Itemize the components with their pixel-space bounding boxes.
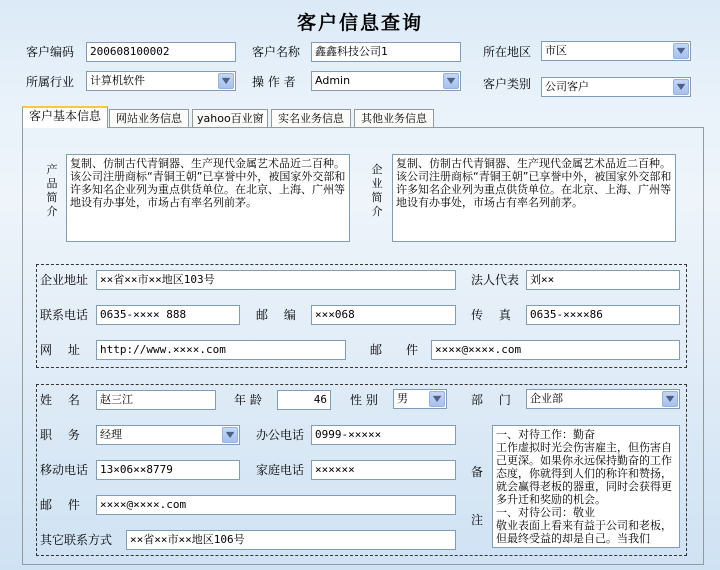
other-contact-label: 其它联系方式: [40, 533, 113, 547]
company-intro-textarea[interactable]: 复制、仿制古代青铜器、生产现代金属艺术品近二百种。该公司注册商标“青铜王朝”已享誉中外，被国家外交部和许多知名企业列为重点供货单位。在北京、上海、广州等地设有办事处，市场占有率名列前茅。: [392, 154, 676, 242]
remark-textarea[interactable]: 一、对待工作：勤奋 工作虚拟时光会伤害雇主，但伤害自己更深。如果你永远保持勤奋的工作态度，你就得到人们的称许和赞扬，就会赢得老板的器重，同时会获得更多升迁和奖励的机会。 一、对待公司：敬业 敬业表面上看来有益于公司和老板，但最终受益的却是自己。当我们: [492, 425, 680, 548]
customer-name-field[interactable]: 鑫鑫科技公司1: [311, 42, 461, 62]
region-value: 市区: [545, 42, 619, 61]
tab-website-business[interactable]: 网站业务信息: [109, 109, 189, 127]
legal-rep-label: 法人代表: [471, 273, 520, 287]
customer-code-label: 客户编码: [26, 45, 75, 59]
page-title: 客户信息查询: [296, 12, 423, 34]
home-phone-field[interactable]: ××××××: [311, 460, 456, 480]
gender-label: 性 别: [350, 393, 378, 407]
mobile-field[interactable]: 13×06××8779: [96, 460, 240, 480]
fax-label: 传 真: [471, 308, 511, 322]
company-intro-label: 企业简介: [371, 163, 383, 218]
product-intro-textarea[interactable]: 复制、仿制古代青铜器、生产现代金属艺术品近二百种。该公司注册商标“青铜王朝”已享誉中外，被国家外交部和许多知名企业列为重点供货单位。在北京、上海、广州等地设有办事处，市场占有率名列前茅。: [66, 154, 350, 242]
operator-label: 操 作 者: [252, 75, 296, 89]
legal-rep-field[interactable]: 刘××: [526, 270, 680, 290]
gender-select[interactable]: [393, 389, 447, 409]
customer-type-select[interactable]: [541, 77, 691, 97]
chevron-down-icon[interactable]: ▼: [443, 73, 459, 89]
office-phone-field[interactable]: 0999-×××××: [311, 425, 456, 445]
region-label: 所在地区: [483, 45, 532, 59]
age-label: 年 龄: [234, 393, 262, 407]
phone-field[interactable]: 0635-×××× 888: [96, 305, 240, 325]
product-intro-label: 产品简介: [46, 163, 58, 218]
website-label: 网 址: [40, 343, 80, 357]
dept-select[interactable]: [526, 389, 680, 409]
industry-select[interactable]: [86, 71, 236, 91]
customer-type-value: 公司客户: [545, 78, 619, 97]
phone-label: 联系电话: [40, 308, 89, 322]
dept-value: 企业部: [530, 390, 606, 409]
industry-value: 计算机软件: [90, 72, 164, 91]
gender-value: 男: [397, 390, 413, 409]
industry-label: 所属行业: [26, 75, 75, 89]
remark-label: 备注: [470, 465, 483, 527]
chevron-down-icon[interactable]: ▼: [673, 79, 689, 95]
position-value: 经理: [100, 426, 170, 445]
chevron-down-icon[interactable]: ▼: [222, 427, 238, 443]
contact-name-field[interactable]: 赵三江: [96, 390, 216, 410]
operator-select[interactable]: [311, 71, 461, 91]
chevron-down-icon[interactable]: ▼: [673, 43, 689, 59]
chevron-down-icon[interactable]: ▼: [218, 73, 234, 89]
contact-name-label: 姓 名: [40, 393, 80, 407]
fax-field[interactable]: 0635-××××86: [526, 305, 680, 325]
chevron-down-icon[interactable]: ▼: [429, 391, 445, 407]
region-select[interactable]: [541, 41, 691, 61]
position-select[interactable]: [96, 425, 240, 445]
other-contact-field[interactable]: ××省××市××地区106号: [126, 530, 456, 550]
address-label: 企业地址: [40, 273, 89, 287]
position-label: 职 务: [40, 428, 80, 442]
website-field[interactable]: http://www.××××.com: [96, 340, 346, 360]
operator-value: Admin: [315, 72, 389, 91]
dept-label: 部 门: [471, 393, 511, 407]
contact-email-field[interactable]: ××××@××××.com: [96, 495, 456, 515]
tab-basic-info[interactable]: 客户基本信息: [22, 106, 108, 128]
company-email-field[interactable]: ××××@××××.com: [431, 340, 680, 360]
mobile-label: 移动电话: [40, 463, 89, 477]
company-email-label: 邮 件: [370, 343, 419, 357]
address-field[interactable]: ××省××市××地区103号: [96, 270, 456, 290]
tab-realname-business[interactable]: 实名业务信息: [271, 109, 351, 127]
customer-type-label: 客户类别: [483, 77, 532, 91]
contact-email-label: 邮 件: [40, 498, 80, 512]
chevron-down-icon[interactable]: ▼: [662, 391, 678, 407]
postcode-field[interactable]: ×××068: [311, 305, 456, 325]
home-phone-label: 家庭电话: [256, 463, 305, 477]
age-field[interactable]: 46: [277, 390, 331, 410]
office-phone-label: 办公电话: [256, 428, 305, 442]
customer-name-label: 客户名称: [252, 45, 301, 59]
tab-yahoo[interactable]: yahoo百业窗: [192, 109, 268, 127]
tab-other-business[interactable]: 其他业务信息: [354, 109, 434, 127]
customer-code-field[interactable]: 200608100002: [86, 42, 236, 62]
postcode-label: 邮 编: [256, 308, 296, 322]
